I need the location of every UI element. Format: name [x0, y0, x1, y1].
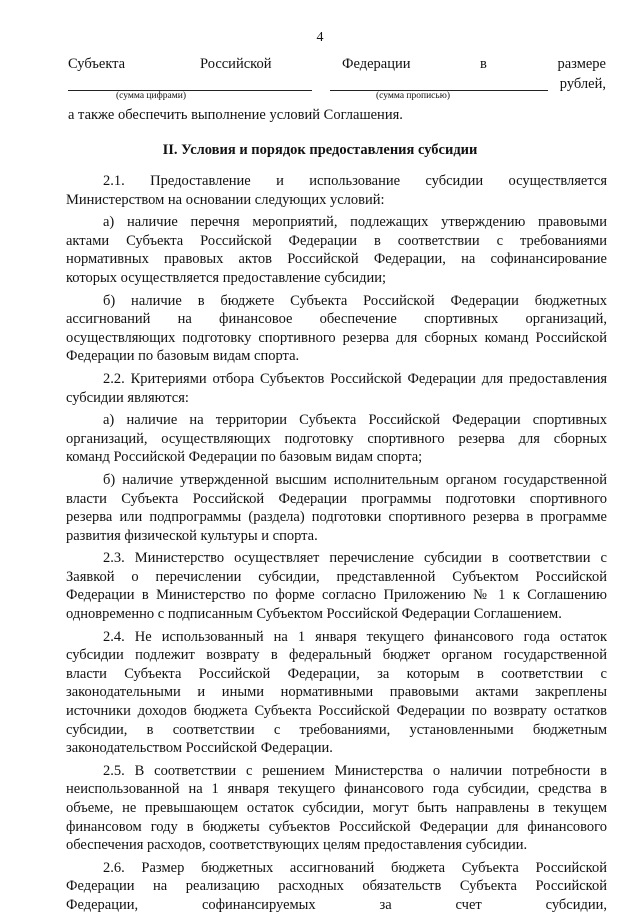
paragraph-line: б) наличие в бюджете Субъекта Российской Федерации бюджетных — [103, 292, 607, 309]
paragraph-line: субсидии подлежит возврату в федеральный бюджет органом государственной — [66, 647, 607, 664]
paragraph-line: законодательными и иными нормативными правовыми актами закреплены — [66, 684, 607, 701]
paragraph-line: развития физической культуры и спорта. — [66, 527, 318, 544]
paragraph-line: Министерством на основании следующих условий: — [66, 191, 385, 208]
paragraph-line: субсидии, в соответствии с требованиями, установленными бюджетным — [66, 721, 607, 738]
page-number: 4 — [316, 30, 324, 45]
paragraph-line: 2.2. Критериями отбора Субъектов Российской Федерации для предоставления — [103, 370, 607, 387]
paragraph-line: власти Субъекта Российской Федерации программы подготовки спортивного — [66, 490, 607, 507]
paragraph-line: неиспользованной на 1 января текущего финансового года субсидии, средства в — [66, 781, 607, 798]
paragraph-line: 2.6. Размер бюджетных ассигнований бюджета Субъекта Российской — [103, 859, 607, 876]
paragraph-line: источники доходов бюджета Субъекта Российской Федерации по возврату остатков — [66, 703, 607, 720]
paragraph-line: Федерации по базовым видам спорта. — [66, 348, 300, 365]
paragraph-line: которых осуществляется предоставление субсидии; — [66, 269, 387, 286]
paragraph-line: ассигнований на финансовое обеспечение спортивных организаций, — [66, 311, 607, 328]
paragraph-line: осуществляющих подготовку спортивного резерва для сборных команд Российской — [66, 329, 607, 346]
word-subekta: Субъекта — [68, 56, 126, 72]
paragraph-line: актами Субъекта Российской Федерации в соответствии с требованиями — [66, 232, 607, 249]
paragraph-line: 2.3. Министерство осуществляет перечисление субсидии в соответствии с — [103, 550, 607, 567]
paragraph-line: Федерации в Министерство по форме согласно Приложению № 1 к Соглашению — [66, 587, 607, 604]
paragraph-line: Федерации, софинансируемых за счет субсидии, — [66, 896, 607, 913]
paragraph-line: нормативных правовых актов Российской Федерации, на софинансирование — [66, 251, 607, 268]
paragraph-line: а) наличие перечня мероприятий, подлежащих утверждению правовыми — [103, 214, 607, 231]
word-razmere: размере — [557, 56, 606, 72]
paragraph-spacer — [66, 915, 607, 919]
word-federatsii: Федерации — [342, 56, 411, 72]
paragraph-line: резерва или подпрограммы (раздела) подготовки спортивного резерва в программе — [66, 509, 607, 526]
paragraph-line: 2.5. В соответствии с решением Министерства о наличии потребности в — [103, 762, 607, 779]
word-v: в — [480, 56, 487, 72]
paragraph-line: Заявкой о перечислении субсидии, представленной Субъектом Российской — [66, 568, 607, 585]
paragraph-line: власти Субъекта Российской Федерации, за которым в соответствии с — [66, 665, 607, 682]
paragraph-line: обеспечения расходов, соответствующих целям предоставления субсидии. — [66, 837, 528, 854]
paragraph-line: 2.4. Не использованный на 1 января текущего финансового года остаток — [103, 628, 607, 645]
paragraph-line: субсидии являются: — [66, 389, 189, 406]
paragraph-line: 2.1. Предоставление и использование субсидии осуществляется — [103, 173, 607, 189]
paragraph-line: а) наличие на территории Субъекта Российской Федерации спортивных — [103, 412, 607, 429]
paragraph-line: б) наличие утвержденной высшим исполнительным органом государственной — [103, 471, 607, 488]
word-rossiyskoy: Российской — [200, 56, 272, 72]
caption-words: (сумма прописью) — [376, 91, 450, 101]
paragraph-line: объеме, не превышающем остаток субсидии, могут быть направлены в текущем — [66, 800, 607, 816]
paragraph-line: Федерации на реализацию расходных обязательств Субъекта Российской — [66, 878, 607, 895]
paragraph-line: финансовом году в бюджеты субъектов Российской Федерации для финансового — [66, 818, 607, 835]
rubley-label: рублей, — [559, 76, 606, 92]
caption-digits: (сумма цифрами) — [116, 91, 186, 101]
conditions-line: а также обеспечить выполнение условий Соглашения. — [68, 107, 403, 123]
paragraph-line: законодательством Российской Федерации. — [66, 740, 333, 757]
amount-digits-blank[interactable] — [68, 90, 312, 91]
paragraph-line: команд Российской Федерации по базовым видам спорта; — [66, 449, 423, 466]
paragraph-line: одновременно с подписанным Субъектом Российской Федерации Соглашением. — [66, 606, 562, 623]
paragraph-line: организаций, осуществляющих подготовку спортивного резерва для сборных — [66, 430, 607, 447]
section-title: II. Условия и порядок предоставления субсидии — [162, 142, 478, 158]
body-text — [66, 172, 607, 919]
